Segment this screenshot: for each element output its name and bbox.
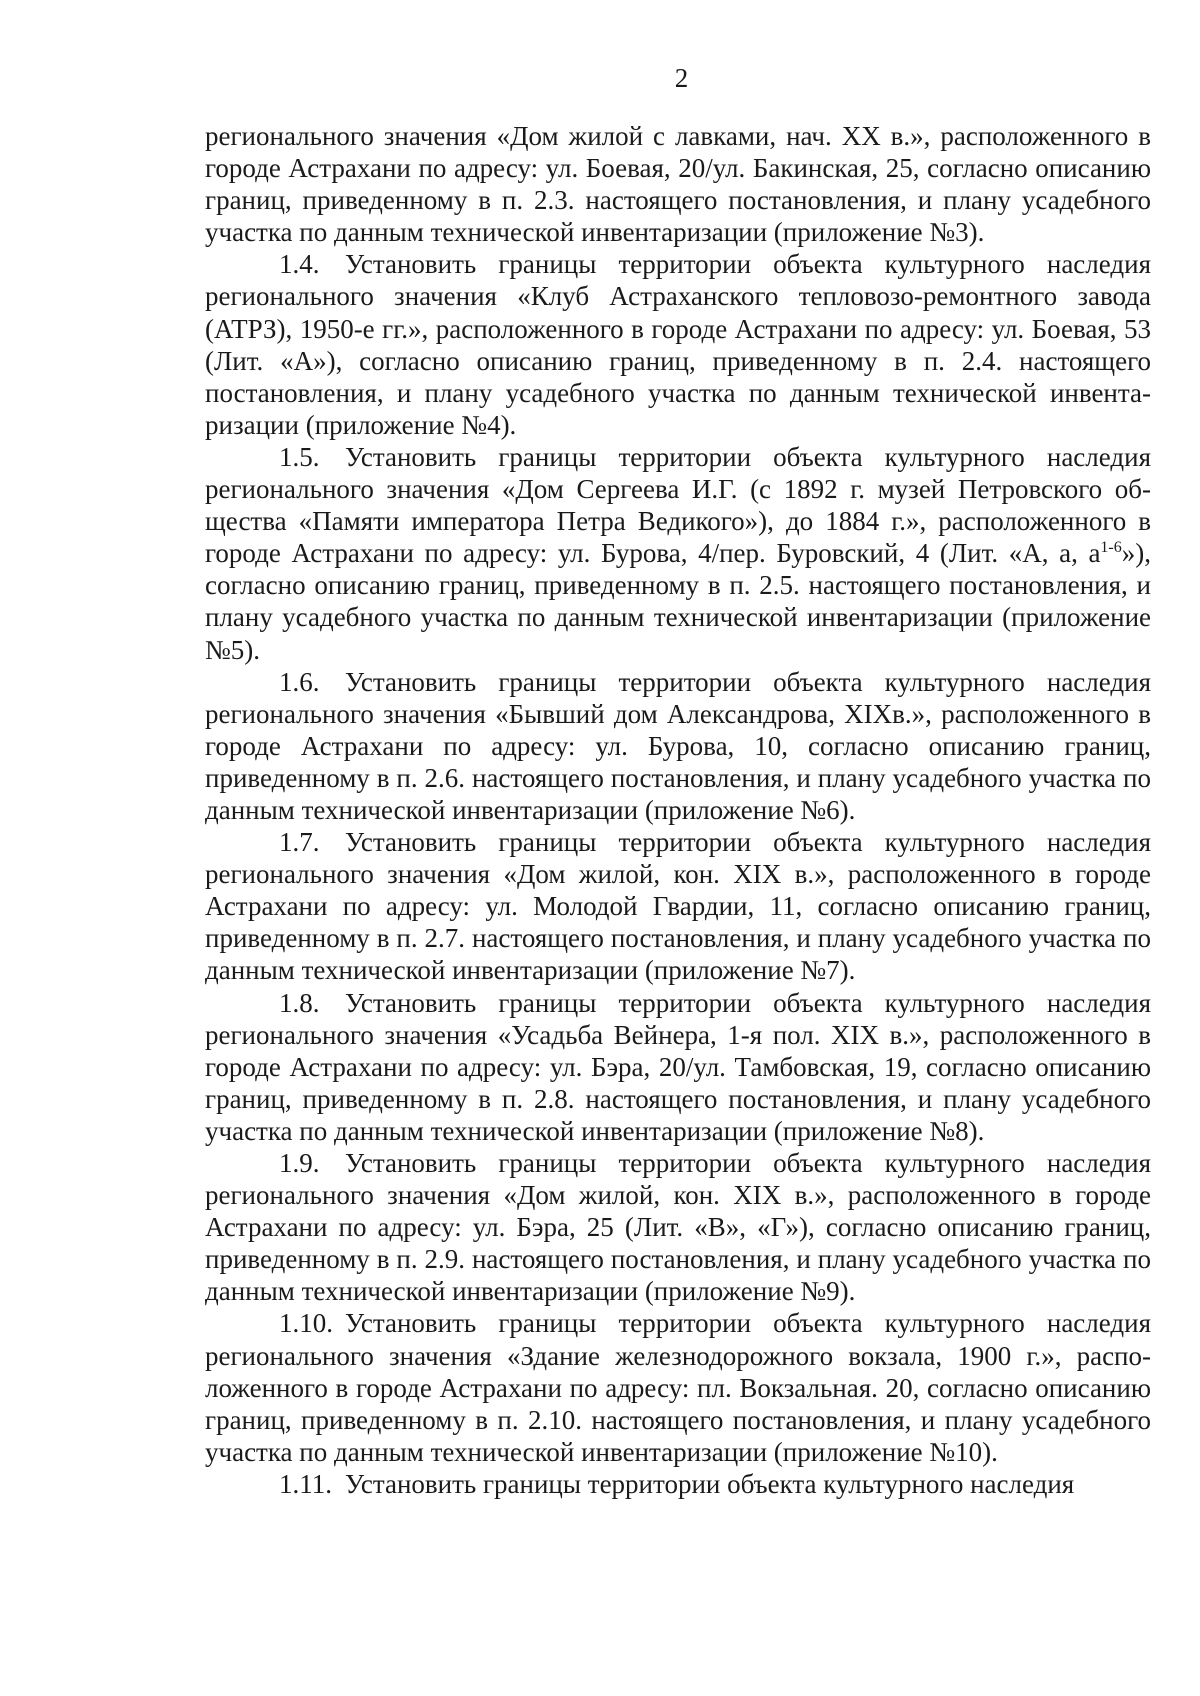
paragraph-text: Установить границы территории объекта культурного наследия	[345, 1468, 1075, 1499]
paragraph-1-9	[205, 1147, 1151, 1307]
paragraph-1-7	[205, 826, 1151, 986]
paragraph-number: 1.10.	[279, 1308, 333, 1339]
paragraph-1-11	[205, 1468, 1151, 1500]
decree-body	[205, 120, 1151, 1500]
paragraph-number: 1.5.	[279, 441, 320, 472]
paragraph-text: Установить границы территории объекта культурного наследия регионального значения «Здание железнодорожного вокзала, 1900 г.», расположенного в городе Астрахани по адресу: пл. Вокзальная. 20, согласно описанию границ, приведенному в п. 2.10. настоящего постановления, и плану усадебного участка по данным технической инвентаризации (приложение №10).	[205, 1308, 1151, 1467]
superscript-letters: 1-6	[1100, 539, 1122, 557]
paragraph-text: Установить границы территории объекта культурного наследия регионального значения «Дом жилой, кон. XIX в.», расположенного в городе Астрахани по адресу: ул. Бэра, 25 (Лит. «В», «Г»), согласно описанию границ, приведенному в п. 2.9. настоящего постановления, и плану усадебного участка по данным технической инвентаризации (приложение №9).	[205, 1148, 1151, 1307]
paragraph-1-5	[205, 441, 1151, 666]
paragraph-1-6	[205, 666, 1151, 826]
paragraph-number: 1.9.	[279, 1148, 320, 1178]
paragraph-number: 1.7.	[279, 827, 320, 858]
paragraph-1-10	[205, 1307, 1151, 1467]
paragraph-number: 1.6.	[279, 666, 320, 697]
paragraph-text: регионального значения «Дом жилой с лавками, нач. XX в.», расположенного в городе Астрахани по адресу: ул. Боевая, 20/ул. Бакинская, 25, согласно описанию границ, приведенному в п. 2.3. настоящего постановления, и плану усадебного участка по данным технической инвентаризации (приложение №3).	[205, 121, 1151, 248]
paragraph-1-3-continuation	[205, 120, 1151, 248]
paragraph-number: 1.11.	[279, 1468, 332, 1499]
paragraph-text: Установить границы территории объекта культурного наследия регионального значения «Клуб Астраханского тепловозо-ремонтного завода (АТРЗ), 1950-е гг.», расположенного в городе Астрахани по адресу: ул. Боевая, 53 (Лит. «А»), согласно описанию границ, приведенному в п. 2.4. настоящего постановления, и плану усадебного участка по данным технической инвентаризации (приложение №4).	[205, 249, 1151, 440]
paragraph-text-continued: »), согласно описанию границ, приведенному в п. 2.5. настоящего постановления, и плану усадебного участка по данным технической инвентаризации (приложение №5).	[205, 538, 1151, 665]
paragraph-text: Установить границы территории объекта культурного наследия регионального значения «Дом Сергеева И.Г. (с 1892 г. музей Петровского общества «Памяти императора Петра Ведикого»), до 1884 г.», расположенного в городе Астрахани по адресу: ул. Бурова, 4/пер. Буровский, 4 (Лит. «А, а, а	[205, 441, 1151, 569]
paragraph-text: Установить границы территории объекта культурного наследия регионального значения «Усадьба Вейнера, 1-я пол. XIX в.», расположенного в городе Астрахани по адресу: ул. Бэра, 20/ул. Тамбовская, 19, согласно описанию границ, приведенному в п. 2.8. настоящего постановления, и плану усадебного участка по данным технической инвентаризации (приложение №8).	[205, 987, 1151, 1146]
paragraph-1-4	[205, 248, 1151, 441]
page-number: 2	[674, 63, 689, 93]
paragraph-number: 1.4.	[279, 249, 320, 280]
paragraph-text: Установить границы территории объекта культурного наследия регионального значения «Дом жилой, кон. XIX в.», расположенного в городе Астрахани по адресу: ул. Молодой Гвардии, 11, согласно описанию границ, приведенному в п. 2.7. настоящего постановления, и плану усадебного участка по данным технической инвентаризации (приложение №7).	[205, 827, 1151, 986]
paragraph-number: 1.8.	[279, 987, 320, 1018]
paragraph-text: Установить границы территории объекта культурного наследия регионального значения «Бывший дом Александрова, XIXв.», расположенного в городе Астрахани по адресу: ул. Бурова, 10, согласно описанию границ, приведенному в п. 2.6. настоящего постановления, и плану усадебного участка по данным технической инвентаризации (приложение №6).	[205, 666, 1151, 825]
paragraph-1-8	[205, 987, 1151, 1147]
